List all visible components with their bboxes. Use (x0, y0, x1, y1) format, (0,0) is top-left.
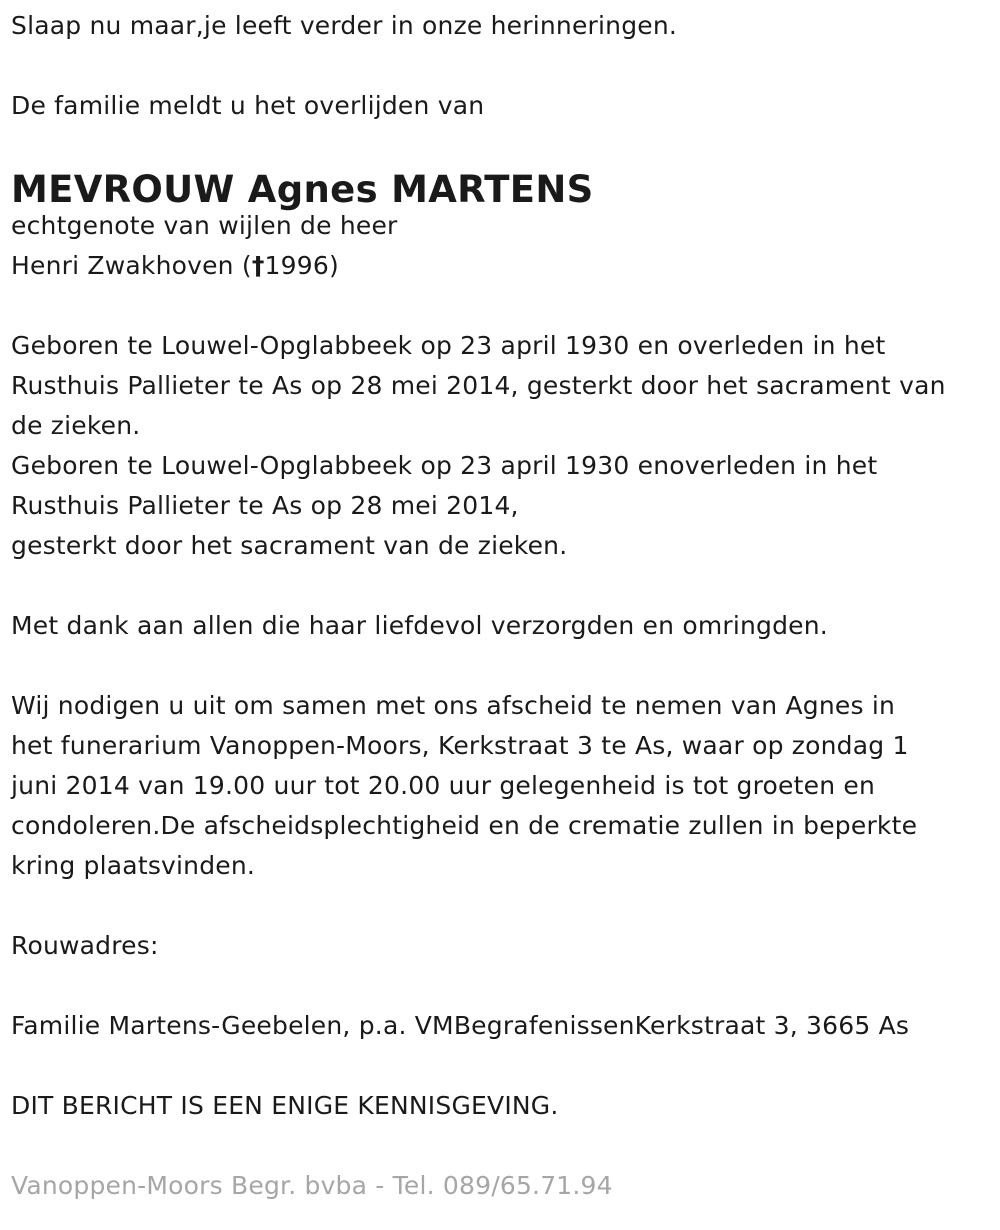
announcement-line: De familie meldt u het overlijden van (11, 91, 485, 120)
spacer (11, 646, 991, 686)
spacer (11, 126, 991, 166)
spacer (11, 886, 991, 926)
birth-death-line: de zieken. (11, 411, 141, 440)
spacer (11, 1046, 991, 1086)
invitation-line: condoleren.De afscheidsplechtigheid en de crematie zullen in beperkte (11, 811, 918, 840)
spacer (11, 966, 991, 1006)
spacer (11, 566, 991, 606)
birth-death-line: gesterkt door het sacrament van de zieken. (11, 531, 568, 560)
obituary-document (11, 6, 991, 1206)
invitation-line: Wij nodigen u uit om samen met ons afscheid te nemen van Agnes in (11, 691, 896, 720)
invitation-line: het funerarium Vanoppen-Moors, Kerkstraat 3 te As, waar op zondag 1 (11, 731, 909, 760)
address-value: Familie Martens-Geebelen, p.a. VMBegrafenissenKerkstraat 3, 3665 As (11, 1011, 910, 1040)
spouse-death-year: 1996) (264, 251, 339, 280)
opening-line: Slaap nu maar,je leeft verder in onze herinneringen. (11, 11, 678, 40)
birth-death-line: Geboren te Louwel-Opglabbeek op 23 april 1930 en overleden in het (11, 331, 886, 360)
spacer (11, 286, 991, 326)
birth-death-line: Geboren te Louwel-Opglabbeek op 23 april 1930 enoverleden in het (11, 451, 878, 480)
address-label: Rouwadres: (11, 931, 159, 960)
notice-line: DIT BERICHT IS EEN ENIGE KENNISGEVING. (11, 1091, 559, 1120)
spouse-name-line (11, 246, 991, 286)
invitation-line: juni 2014 van 19.00 uur tot 20.00 uur gelegenheid is tot groeten en (11, 771, 876, 800)
invitation-line: kring plaatsvinden. (11, 851, 256, 880)
cross-icon: † (251, 251, 265, 280)
thanks-line: Met dank aan allen die haar liefdevol verzorgden en omringden. (11, 611, 828, 640)
spacer (11, 1126, 991, 1166)
spouse-name: Henri Zwakhoven ( (11, 251, 252, 280)
funeral-home-footer: Vanoppen-Moors Begr. bvba - Tel. 089/65.71.94 (11, 1171, 613, 1200)
spouse-relation: echtgenote van wijlen de heer (11, 211, 398, 240)
birth-death-line: Rusthuis Pallieter te As op 28 mei 2014, (11, 491, 519, 520)
deceased-name: MEVROUW Agnes MARTENS (11, 168, 594, 211)
spacer (11, 46, 991, 86)
birth-death-line: Rusthuis Pallieter te As op 28 mei 2014, gesterkt door het sacrament van (11, 371, 946, 400)
